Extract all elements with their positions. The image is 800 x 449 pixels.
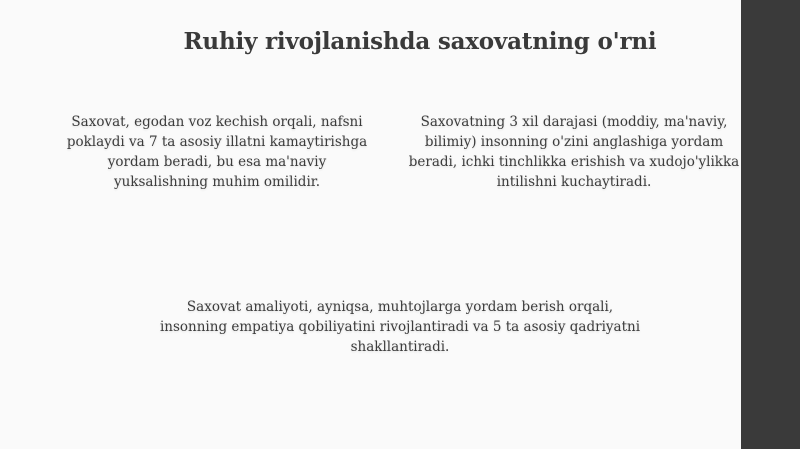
paragraph-line: Saxovatning 3 xil darajasi (moddiy, ma'naviy, <box>420 114 728 130</box>
paragraph-line: Saxovat amaliyoti, ayniqsa, muhtojlarga yordam berish orqali, <box>186 299 614 315</box>
paragraph-line: yordam beradi, bu esa ma'naviy <box>107 154 327 170</box>
slide-title: Ruhiy rivojlanishda saxovatning o'rni <box>183 28 657 55</box>
paragraph-line: insonning empatiya qobiliyatini rivojlantiradi va 5 ta asosiy qadriyatni <box>159 319 641 335</box>
paragraph-line: yuksalishning muhim omilidir. <box>113 174 321 190</box>
paragraph-line: shakllantiradi. <box>350 339 450 355</box>
paragraph-line: Saxovat, egodan voz kechish orqali, nafsni <box>71 114 363 130</box>
paragraph-line: intilishni kuchaytiradi. <box>496 174 652 190</box>
paragraph-right <box>396 112 752 192</box>
paragraph-line: beradi, ichki tinchlikka erishish va xudojo'ylikka <box>408 154 740 170</box>
paragraph-line: poklaydi va 7 ta asosiy illatni kamaytirishga <box>66 134 368 150</box>
paragraph-bottom <box>130 297 670 357</box>
side-panel <box>741 0 800 449</box>
paragraph-line: bilimiy) insonning o'zini anglashiga yordam <box>424 134 724 150</box>
paragraph-left <box>52 112 382 192</box>
